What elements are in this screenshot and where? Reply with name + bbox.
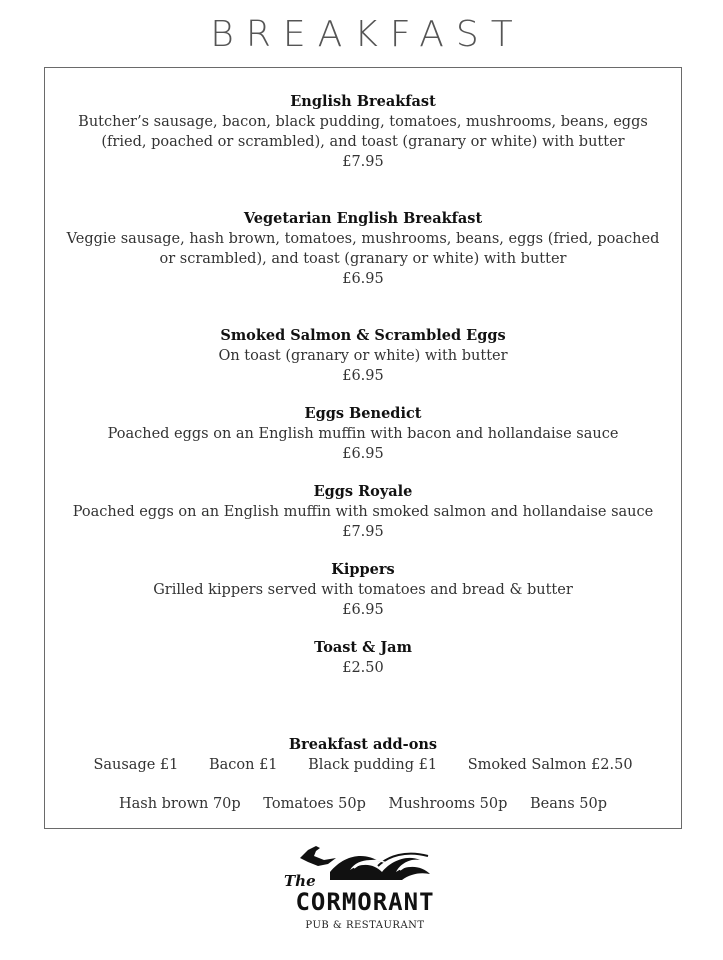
addon-item: Beans 50p bbox=[530, 796, 608, 812]
addon-item: Tomatoes 50p bbox=[263, 796, 366, 812]
item-price: £6.95 bbox=[342, 446, 384, 462]
page-title: BREAKFAST bbox=[210, 14, 525, 55]
item-description: Poached eggs on an English muffin with smoked salmon and hollandaise sauce bbox=[72, 504, 654, 520]
logo-the: The bbox=[284, 872, 316, 890]
addon-item: Black pudding £1 bbox=[308, 757, 438, 773]
addons-row-1 bbox=[45, 757, 681, 773]
item-name: Smoked Salmon & Scrambled Eggs bbox=[220, 327, 506, 344]
cormorant-logo bbox=[270, 842, 460, 938]
item-description: Butcher’s sausage, bacon, black pudding, tomatoes, mushrooms, beans, eggs (fried, poached or scrambled), and toast (granary or white) with butter bbox=[78, 114, 648, 150]
item-price: £7.95 bbox=[342, 154, 384, 170]
menu-item-toast-and-jam bbox=[45, 638, 681, 678]
menu-box bbox=[44, 67, 682, 829]
item-name: Kippers bbox=[331, 561, 395, 578]
menu-item-vegetarian-english-breakfast bbox=[45, 209, 681, 289]
item-description: On toast (granary or white) with butter bbox=[218, 348, 508, 364]
item-price: £6.95 bbox=[342, 271, 384, 287]
item-price: £6.95 bbox=[342, 368, 384, 384]
item-name: Eggs Royale bbox=[313, 483, 413, 500]
item-price: £6.95 bbox=[342, 602, 384, 618]
addon-item: Mushrooms 50p bbox=[388, 796, 508, 812]
item-description: Poached eggs on an English muffin with bacon and hollandaise sauce bbox=[107, 426, 619, 442]
item-name: English Breakfast bbox=[290, 93, 436, 110]
addons-title: Breakfast add-ons bbox=[288, 736, 438, 753]
menu-item-eggs-royale bbox=[45, 482, 681, 542]
menu-item-eggs-benedict bbox=[45, 404, 681, 464]
menu-item-smoked-salmon bbox=[45, 326, 681, 386]
addon-item: Sausage £1 bbox=[93, 757, 179, 773]
item-name: Eggs Benedict bbox=[304, 405, 422, 422]
logo-name: CORMORANT bbox=[295, 888, 435, 916]
menu-item-english-breakfast bbox=[45, 92, 681, 172]
item-description: Veggie sausage, hash brown, tomatoes, mushrooms, beans, eggs (fried, poached or scrambled), and toast (granary or white) with butter bbox=[66, 231, 660, 267]
addon-item: Smoked Salmon £2.50 bbox=[467, 757, 633, 773]
addons-row-2 bbox=[45, 796, 681, 812]
addon-item: Bacon £1 bbox=[208, 757, 278, 773]
item-price: £2.50 bbox=[342, 660, 384, 676]
addon-item: Hash brown 70p bbox=[118, 796, 241, 812]
logo-subtitle: PUB & RESTAURANT bbox=[305, 920, 425, 931]
menu-item-kippers bbox=[45, 560, 681, 620]
item-description: Grilled kippers served with tomatoes and bread & butter bbox=[153, 582, 573, 598]
item-price: £7.95 bbox=[342, 524, 384, 540]
item-name: Vegetarian English Breakfast bbox=[243, 210, 483, 227]
item-name: Toast & Jam bbox=[314, 639, 412, 656]
